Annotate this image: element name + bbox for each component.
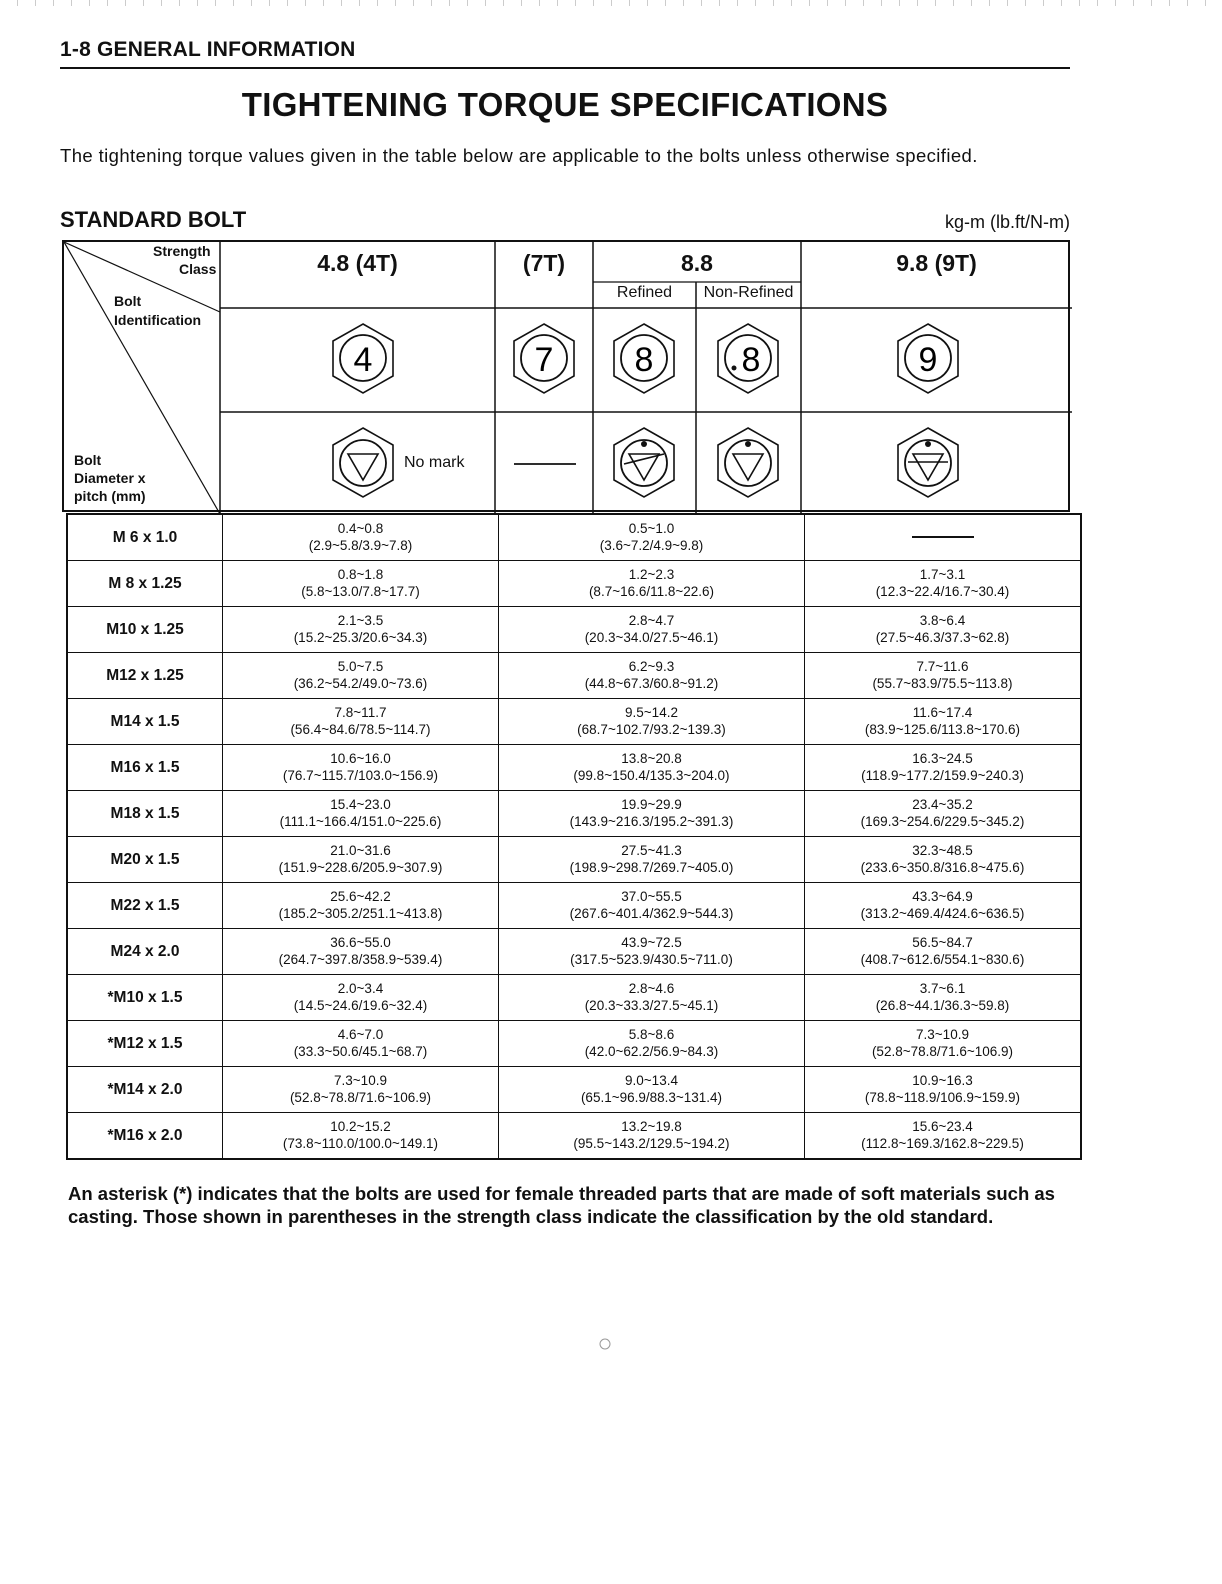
bolt-size-cell: M14 x 1.5 [67,699,223,745]
torque-kgm-value: 10.6~16.0 [330,751,391,766]
torque-kgm-value: 9.5~14.2 [625,705,678,720]
torque-cell-c1 [223,883,499,929]
torque-cell-c2 [499,745,805,791]
table-row [67,745,1081,791]
torque-cell-c3 [805,653,1082,699]
torque-kgm-value: 10.9~16.3 [912,1073,973,1088]
torque-converted-value: (56.4~84.6/78.5~114.7) [290,722,431,737]
torque-cell-c2 [499,883,805,929]
section-header: 1-8 GENERAL INFORMATION [60,38,356,61]
torque-cell-c2 [499,653,805,699]
torque-cell-c3 [805,699,1082,745]
torque-kgm-value: 2.8~4.6 [628,981,675,996]
torque-cell-c1 [223,745,499,791]
mark-8-refined-text: 8 [634,341,654,379]
torque-converted-value: (73.8~110.0/100.0~149.1) [282,1136,439,1151]
torque-kgm-value: 10.2~15.2 [330,1119,391,1134]
torque-kgm-value: 15.4~23.0 [330,797,391,812]
torque-cell-c1 [223,791,499,837]
torque-converted-value: (20.3~33.3/27.5~45.1) [584,998,719,1013]
corner-identification-label: Identification [114,312,202,328]
torque-converted-value: (111.1~166.4/151.0~225.6) [279,814,442,829]
bolt-size-cell: M16 x 1.5 [67,745,223,791]
page-mark-icon [597,1336,613,1352]
torque-table [66,513,1082,1160]
torque-kgm-value: 15.6~23.4 [912,1119,973,1134]
torque-cell-c1 [223,1021,499,1067]
torque-kgm-value: 13.2~19.8 [621,1119,682,1134]
torque-cell-c3 [805,607,1082,653]
torque-converted-value: (3.6~7.2/4.9~9.8) [599,538,704,553]
torque-cell-c1 [223,837,499,883]
torque-converted-value: (27.5~46.3/37.3~62.8) [875,630,1010,645]
torque-kgm-value: 43.3~64.9 [912,889,973,904]
torque-kgm-value: 1.7~3.1 [919,567,966,582]
table-row [67,1067,1081,1113]
torque-cell-c1 [223,514,499,561]
torque-kgm-value: 9.0~13.4 [625,1073,678,1088]
torque-converted-value: (185.2~305.2/251.1~413.8) [278,906,443,921]
torque-converted-value: (313.2~469.4/424.6~636.5) [860,906,1025,921]
class-7t: (7T) [522,250,566,276]
bolt-size-cell: M10 x 1.25 [67,607,223,653]
corner-class-label: Class [179,261,217,277]
torque-converted-value: (8.7~16.6/11.8~22.6) [588,584,715,599]
torque-kgm-value: 7.7~11.6 [916,659,969,674]
torque-converted-value: (99.8~150.4/135.3~204.0) [573,768,730,783]
table-row [67,1113,1081,1160]
bolt-identification-header [62,240,1070,512]
torque-converted-value: (112.8~169.3/162.8~229.5) [861,1136,1024,1151]
torque-converted-value: (52.8~78.8/71.6~106.9) [289,1090,432,1105]
table-row [67,561,1081,607]
torque-cell-c2 [499,1113,805,1160]
torque-cell-c2 [499,699,805,745]
torque-cell-c1 [223,929,499,975]
torque-cell-c3 [805,929,1082,975]
torque-cell-c3 [805,1067,1082,1113]
bolt-size-cell: M 8 x 1.25 [67,561,223,607]
corner-diameter-label-1: Bolt [74,452,102,468]
torque-cell-c1 [223,607,499,653]
corner-diameter-label-3: pitch (mm) [74,488,146,504]
torque-kgm-value: 5.0~7.5 [337,659,384,674]
mark-4-text: 4 [353,341,373,379]
bolt-size-cell: *M12 x 1.5 [67,1021,223,1067]
head-no-mark-icon [333,428,393,497]
mark-8-non-refined-text: 8 [741,341,761,379]
torque-kgm-value: 3.8~6.4 [919,613,966,628]
torque-kgm-value: 36.6~55.0 [330,935,391,950]
torque-kgm-value: 21.0~31.6 [330,843,391,858]
torque-converted-value: (5.8~13.0/7.8~17.7) [301,584,420,599]
torque-converted-value: (12.3~22.4/16.7~30.4) [875,584,1010,599]
torque-converted-value: (408.7~612.6/554.1~830.6) [860,952,1025,967]
torque-converted-value: (68.7~102.7/93.2~139.3) [577,722,726,737]
torque-kgm-value: 37.0~55.5 [621,889,682,904]
torque-kgm-value: 2.1~3.5 [337,613,384,628]
torque-kgm-value: 16.3~24.5 [912,751,973,766]
torque-kgm-value: 2.8~4.7 [628,613,675,628]
torque-converted-value: (78.8~118.9/106.9~159.9) [864,1090,1021,1105]
torque-cell-c1 [223,975,499,1021]
torque-kgm-value: 43.9~72.5 [621,935,682,950]
bolt-size-cell: M12 x 1.25 [67,653,223,699]
bolt-size-cell: M 6 x 1.0 [67,514,223,561]
torque-cell-c2 [499,791,805,837]
not-applicable-dash [912,536,974,538]
header-rule [60,67,1070,69]
torque-kgm-value: 1.2~2.3 [628,567,675,582]
table-row [67,1021,1081,1067]
torque-converted-value: (76.7~115.7/103.0~156.9) [282,768,439,783]
torque-kgm-value: 4.6~7.0 [337,1027,384,1042]
corner-bolt-label: Bolt [114,293,142,309]
bolt-size-cell: M22 x 1.5 [67,883,223,929]
bolt-size-cell: *M14 x 2.0 [67,1067,223,1113]
corner-strength-label: Strength [153,243,211,259]
class-8-8-non-refined: Non-Refined [703,284,794,301]
mark-7-text: 7 [534,341,554,379]
table-row [67,791,1081,837]
bolt-size-cell: *M10 x 1.5 [67,975,223,1021]
torque-converted-value: (33.3~50.6/45.1~68.7) [293,1044,428,1059]
torque-kgm-value: 2.0~3.4 [337,981,384,996]
torque-cell-c3 [805,1021,1082,1067]
torque-kgm-value: 6.2~9.3 [628,659,675,674]
torque-kgm-value: 7.3~10.9 [334,1073,387,1088]
torque-kgm-value: 11.6~17.4 [912,705,973,720]
torque-converted-value: (20.3~34.0/27.5~46.1) [584,630,719,645]
torque-converted-value: (151.9~228.6/205.9~307.9) [278,860,443,875]
torque-converted-value: (44.8~67.3/60.8~91.2) [584,676,719,691]
torque-kgm-value: 0.5~1.0 [628,521,675,536]
torque-kgm-value: 19.9~29.9 [621,797,682,812]
torque-kgm-value: 32.3~48.5 [912,843,973,858]
torque-kgm-value: 56.5~84.7 [912,935,973,950]
torque-cell-c2 [499,837,805,883]
bolt-size-cell: M20 x 1.5 [67,837,223,883]
torque-kgm-value: 0.4~0.8 [337,521,384,536]
table-row [67,929,1081,975]
torque-cell-c3 [805,975,1082,1021]
torque-kgm-value: 3.7~6.1 [919,981,966,996]
torque-kgm-value: 0.8~1.8 [337,567,384,582]
torque-cell-c3 [805,1113,1082,1160]
torque-converted-value: (233.6~350.8/316.8~475.6) [860,860,1025,875]
table-row [67,514,1081,561]
torque-converted-value: (264.7~397.8/358.9~539.4) [278,952,443,967]
page-title: TIGHTENING TORQUE SPECIFICATIONS [241,86,889,123]
torque-kgm-value: 7.3~10.9 [916,1027,969,1042]
table-row [67,653,1081,699]
torque-cell-c1 [223,653,499,699]
torque-cell-c1 [223,1067,499,1113]
torque-cell-c2 [499,1067,805,1113]
torque-kgm-value: 5.8~8.6 [628,1027,675,1042]
head-dot-9t-icon [898,428,958,497]
torque-cell-c1 [223,561,499,607]
bolt-size-cell: *M16 x 2.0 [67,1113,223,1160]
torque-cell-c2 [499,607,805,653]
mark-9-text: 9 [918,341,938,379]
torque-converted-value: (65.1~96.9/88.3~131.4) [580,1090,723,1105]
torque-converted-value: (15.2~25.3/20.6~34.3) [293,630,428,645]
torque-kgm-value: 23.4~35.2 [912,797,973,812]
table-row [67,837,1081,883]
torque-converted-value: (14.5~24.6/19.6~32.4) [293,998,428,1013]
torque-cell-c2 [499,514,805,561]
torque-cell-c2 [499,929,805,975]
table-row [67,975,1081,1021]
torque-converted-value: (42.0~62.2/56.9~84.3) [584,1044,719,1059]
intro-text: The tightening torque values given in the table below are applicable to the bolts unless otherwise specified. [60,145,978,166]
table-row [67,607,1081,653]
torque-cell-c2 [499,975,805,1021]
torque-cell-c3 [805,837,1082,883]
head-dot-non-refined-icon [718,428,778,497]
class-8-8: 8.8 [681,250,713,276]
torque-cell-c3 [805,791,1082,837]
torque-table-body [67,514,1081,1159]
torque-converted-value: (36.2~54.2/49.0~73.6) [293,676,428,691]
torque-converted-value: (26.8~44.1/36.3~59.8) [875,998,1010,1013]
footnote: An asterisk (*) indicates that the bolts are used for female threaded parts that are made of soft materials such as casting. Those shown in parentheses in the strength class indicate the classification by the old standard. [68,1183,1055,1227]
torque-kgm-value: 27.5~41.3 [621,843,682,858]
torque-cell-c1 [223,699,499,745]
torque-cell-c3 [805,745,1082,791]
torque-converted-value: (267.6~401.4/362.9~544.3) [569,906,734,921]
torque-cell-c1 [223,1113,499,1160]
torque-cell-c3 [805,561,1082,607]
class-9-8: 9.8 (9T) [896,250,977,276]
torque-converted-value: (198.9~298.7/269.7~405.0) [569,860,734,875]
table-row [67,699,1081,745]
torque-converted-value: (118.9~177.2/159.9~240.3) [861,768,1024,783]
torque-cell-c3 [805,514,1082,561]
scan-border [0,0,1222,6]
class-8-8-refined: Refined [616,284,673,301]
torque-converted-value: (55.7~83.9/75.5~113.8) [872,676,1013,691]
bolt-size-cell: M18 x 1.5 [67,791,223,837]
torque-converted-value: (52.8~78.8/71.6~106.9) [871,1044,1014,1059]
torque-converted-value: (143.9~216.3/195.2~391.3) [569,814,734,829]
no-mark-label: No mark [404,454,465,471]
torque-cell-c2 [499,1021,805,1067]
torque-cell-c2 [499,561,805,607]
units-label: kg-m (lb.ft/N-m) [945,212,1070,232]
header-grid [64,242,1072,514]
section-title: STANDARD BOLT [60,207,247,232]
torque-kgm-value: 13.8~20.8 [621,751,682,766]
torque-cell-c3 [805,883,1082,929]
torque-kgm-value: 25.6~42.2 [330,889,391,904]
torque-converted-value: (2.9~5.8/3.9~7.8) [308,538,413,553]
torque-converted-value: (83.9~125.6/113.8~170.6) [864,722,1021,737]
torque-converted-value: (169.3~254.6/229.5~345.2) [860,814,1025,829]
torque-converted-value: (95.5~143.2/129.5~194.2) [573,1136,730,1151]
torque-converted-value: (317.5~523.9/430.5~711.0) [570,952,733,967]
class-4-8: 4.8 (4T) [317,250,398,276]
corner-diameter-label-2: Diameter x [74,470,146,486]
torque-kgm-value: 7.8~11.7 [334,705,387,720]
table-row [67,883,1081,929]
bolt-size-cell: M24 x 2.0 [67,929,223,975]
head-dot-refined-icon [614,428,674,497]
